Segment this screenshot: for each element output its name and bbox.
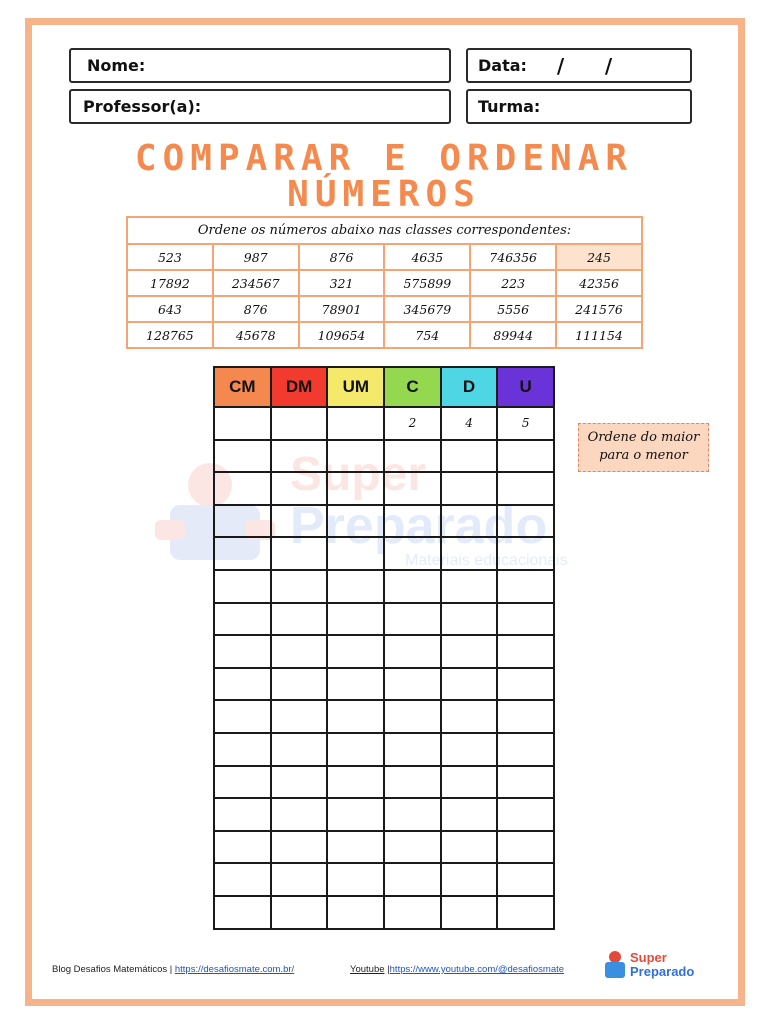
footer-youtube-label: Youtube — [350, 964, 385, 975]
digit-cell[interactable] — [441, 798, 498, 831]
digit-cell[interactable] — [384, 798, 441, 831]
answer-row — [214, 570, 554, 603]
digit-cell[interactable] — [384, 505, 441, 538]
digit-cell[interactable] — [214, 831, 271, 864]
footer-blog-link[interactable]: https://desafiosmate.com.br/ — [174, 964, 295, 975]
number-cell: 128765 — [127, 322, 213, 348]
numbers-row — [127, 322, 642, 348]
number-cell: 575899 — [384, 270, 470, 296]
digit-cell[interactable] — [214, 668, 271, 701]
digit-cell[interactable] — [214, 733, 271, 766]
digit-cell[interactable] — [441, 635, 498, 668]
digit-cell[interactable] — [214, 505, 271, 538]
note-line-2: para o menor — [599, 448, 688, 463]
class-label: Turma: — [478, 97, 541, 116]
number-cell: 321 — [299, 270, 385, 296]
digit-cell[interactable] — [327, 896, 384, 929]
number-cell: 111154 — [556, 322, 642, 348]
answer-row — [214, 896, 554, 929]
digit-cell[interactable] — [497, 831, 554, 864]
digit-cell[interactable] — [327, 537, 384, 570]
class-header-cm: CM — [214, 367, 271, 407]
answer-row — [214, 635, 554, 668]
logo-text-2: Preparado — [630, 964, 695, 979]
footer-youtube-sep: | — [387, 964, 390, 975]
digit-cell[interactable] — [327, 668, 384, 701]
digit-cell[interactable] — [327, 798, 384, 831]
digit-cell[interactable] — [384, 863, 441, 896]
digit-cell[interactable] — [497, 505, 554, 538]
digit-cell[interactable] — [497, 798, 554, 831]
digit-cell[interactable] — [271, 537, 328, 570]
numbers-row — [127, 270, 642, 296]
date-field[interactable] — [466, 48, 692, 83]
answer-row — [214, 831, 554, 864]
digit-cell[interactable] — [271, 766, 328, 799]
digit-cell[interactable] — [441, 831, 498, 864]
digit-cell[interactable] — [271, 603, 328, 636]
digit-cell[interactable] — [214, 896, 271, 929]
digit-cell[interactable] — [271, 505, 328, 538]
numbers-row — [127, 296, 642, 322]
answer-row — [214, 733, 554, 766]
order-instruction-note — [578, 423, 709, 472]
digit-cell[interactable] — [497, 440, 554, 473]
digit-cell[interactable] — [497, 766, 554, 799]
page-title: COMPARAR E ORDENAR — [134, 138, 634, 179]
digit-cell[interactable] — [214, 603, 271, 636]
digit-cell[interactable]: 2 — [384, 407, 441, 440]
digit-cell[interactable] — [441, 537, 498, 570]
answer-row — [214, 798, 554, 831]
digit-cell[interactable] — [327, 733, 384, 766]
digit-cell[interactable] — [384, 700, 441, 733]
footer-blog — [52, 964, 294, 975]
answer-row — [214, 700, 554, 733]
digit-cell[interactable] — [441, 472, 498, 505]
name-label: Nome: — [87, 56, 146, 75]
number-cell: 987 — [213, 244, 299, 270]
date-separators — [557, 54, 653, 78]
digit-cell[interactable] — [384, 440, 441, 473]
digit-cell[interactable] — [441, 440, 498, 473]
date-separator: / — [556, 53, 565, 78]
digit-cell[interactable] — [271, 896, 328, 929]
date-label: Data: — [478, 56, 527, 75]
number-cell: 42356 — [556, 270, 642, 296]
answer-row — [214, 863, 554, 896]
digit-cell[interactable] — [441, 863, 498, 896]
digit-cell[interactable] — [384, 635, 441, 668]
digit-cell[interactable] — [214, 472, 271, 505]
digit-cell[interactable] — [384, 603, 441, 636]
digit-cell[interactable] — [214, 766, 271, 799]
digit-cell[interactable] — [327, 635, 384, 668]
digit-cell[interactable] — [214, 863, 271, 896]
number-cell: 241576 — [556, 296, 642, 322]
numbers-table-caption: Ordene os números abaixo nas classes correspondentes: — [127, 217, 642, 244]
digit-cell[interactable] — [327, 505, 384, 538]
answer-row — [214, 668, 554, 701]
digit-cell[interactable] — [327, 766, 384, 799]
name-field[interactable] — [69, 48, 451, 83]
digit-cell[interactable] — [271, 733, 328, 766]
class-header-um: UM — [327, 367, 384, 407]
teacher-field[interactable] — [69, 89, 451, 124]
digit-cell[interactable] — [384, 733, 441, 766]
number-cell: 345679 — [384, 296, 470, 322]
digit-cell[interactable] — [327, 831, 384, 864]
digit-cell[interactable]: 4 — [441, 407, 498, 440]
number-cell: 78901 — [299, 296, 385, 322]
number-cell: 746356 — [470, 244, 556, 270]
digit-cell[interactable] — [384, 896, 441, 929]
answer-row — [214, 505, 554, 538]
digit-cell[interactable] — [497, 700, 554, 733]
number-cell: 109654 — [299, 322, 385, 348]
number-cell: 223 — [470, 270, 556, 296]
digit-cell[interactable] — [497, 537, 554, 570]
class-field[interactable] — [466, 89, 692, 124]
digit-cell[interactable] — [214, 798, 271, 831]
page-title-line2: NÚMEROS — [287, 174, 481, 215]
digit-cell[interactable] — [441, 766, 498, 799]
answer-row — [214, 766, 554, 799]
answer-row — [214, 603, 554, 636]
digit-cell[interactable] — [327, 407, 384, 440]
answer-row — [214, 472, 554, 505]
digit-cell[interactable] — [497, 668, 554, 701]
digit-cell[interactable] — [214, 700, 271, 733]
digit-cell[interactable] — [384, 570, 441, 603]
digit-cell[interactable] — [441, 505, 498, 538]
example-row — [214, 407, 554, 440]
number-cell: 89944 — [470, 322, 556, 348]
digit-cell[interactable] — [497, 733, 554, 766]
digit-cell[interactable] — [384, 537, 441, 570]
digit-cell[interactable] — [271, 407, 328, 440]
digit-cell[interactable] — [327, 603, 384, 636]
numbers-table — [126, 216, 643, 349]
number-cell: 45678 — [213, 322, 299, 348]
digit-cell[interactable] — [271, 798, 328, 831]
number-cell: 17892 — [127, 270, 213, 296]
digit-cell[interactable] — [441, 896, 498, 929]
number-cell: 876 — [213, 296, 299, 322]
digit-cell[interactable] — [271, 635, 328, 668]
digit-cell[interactable] — [497, 863, 554, 896]
digit-cell[interactable] — [327, 472, 384, 505]
number-cell: 754 — [384, 322, 470, 348]
digit-cell[interactable] — [327, 700, 384, 733]
date-separator: / — [604, 53, 613, 78]
digit-cell[interactable] — [327, 863, 384, 896]
digit-cell[interactable] — [441, 570, 498, 603]
digit-cell[interactable] — [214, 537, 271, 570]
digit-cell[interactable] — [327, 440, 384, 473]
digit-cell[interactable] — [441, 668, 498, 701]
answer-row — [214, 537, 554, 570]
digit-cell[interactable] — [271, 570, 328, 603]
footer-youtube — [350, 964, 564, 975]
logo-text-1: Super — [630, 950, 667, 965]
answer-row — [214, 440, 554, 473]
footer-blog-label: Blog Desafios Matemáticos | — [52, 964, 173, 975]
number-cell: 245 — [556, 244, 642, 270]
digit-cell[interactable]: 5 — [497, 407, 554, 440]
digit-cell[interactable] — [497, 896, 554, 929]
digit-cell[interactable] — [271, 831, 328, 864]
digit-cell[interactable] — [384, 831, 441, 864]
footer-logo — [602, 948, 712, 982]
teacher-label: Professor(a): — [83, 97, 202, 116]
digit-cell[interactable] — [497, 635, 554, 668]
digit-cell[interactable] — [271, 440, 328, 473]
digit-cell[interactable] — [497, 603, 554, 636]
digit-cell[interactable] — [214, 440, 271, 473]
class-header-u: U — [497, 367, 554, 407]
digit-cell[interactable] — [441, 603, 498, 636]
number-cell: 643 — [127, 296, 213, 322]
digit-cell[interactable] — [441, 700, 498, 733]
footer-youtube-link[interactable]: https://www.youtube.com/@desafiosmate — [389, 964, 565, 975]
digit-cell[interactable] — [441, 733, 498, 766]
class-header-c: C — [384, 367, 441, 407]
digit-cell[interactable] — [214, 407, 271, 440]
number-cell: 876 — [299, 244, 385, 270]
number-cell: 234567 — [213, 270, 299, 296]
digit-cell[interactable] — [497, 570, 554, 603]
digit-cell[interactable] — [384, 766, 441, 799]
digit-cell[interactable] — [214, 635, 271, 668]
number-cell: 4635 — [384, 244, 470, 270]
digit-cell[interactable] — [271, 668, 328, 701]
classes-table — [213, 366, 555, 930]
digit-cell[interactable] — [327, 570, 384, 603]
digit-cell[interactable] — [271, 863, 328, 896]
class-header-d: D — [441, 367, 498, 407]
number-cell: 523 — [127, 244, 213, 270]
numbers-row — [127, 244, 642, 270]
digit-cell[interactable] — [214, 570, 271, 603]
digit-cell[interactable] — [271, 472, 328, 505]
digit-cell[interactable] — [271, 700, 328, 733]
class-header-dm: DM — [271, 367, 328, 407]
note-line-1: Ordene do maior — [587, 430, 700, 445]
digit-cell[interactable] — [384, 668, 441, 701]
number-cell: 5556 — [470, 296, 556, 322]
digit-cell[interactable] — [384, 472, 441, 505]
logo-mascot-icon — [605, 951, 625, 978]
digit-cell[interactable] — [497, 472, 554, 505]
